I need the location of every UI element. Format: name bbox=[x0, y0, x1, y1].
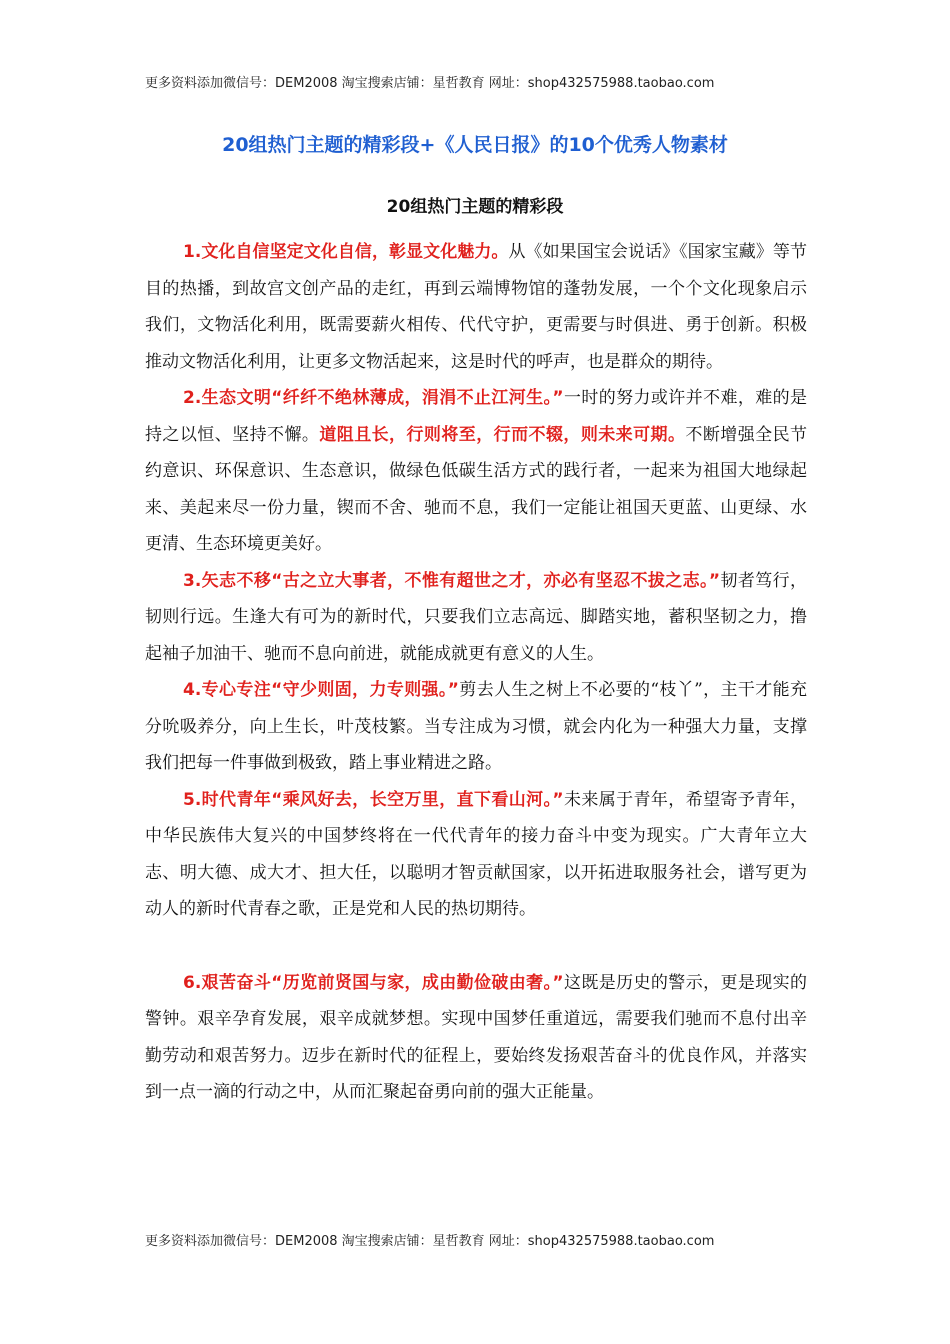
paragraph-text: 韧者笃行，韧则行远。生逢大有可为的新时代，只要我们立志高远、脚踏实地，蓄积坚韧之力，撸起袖子加油干、驰而不息向前进，就能成就更有意义的人生。 bbox=[145, 570, 808, 664]
paragraph-text: 从《如果国宝会说话》《国家宝藏》等节目的热播，到故宫文创产品的走红，再到云端博物馆的蓬勃发展，一个个文化现象启示我们，文物活化利用，既需要薪火相传、代代守护，更需要与时俱进、勇于创新。积极推动文物活化利用，让更多文物活起来，这是时代的呼声，也是群众的期待。 bbox=[145, 242, 807, 372]
paragraph-lead: 3.矢志不移“古之立大事者，不惟有超世之才，亦必有坚忍不拔之志。” bbox=[183, 570, 721, 591]
page-header: 更多资料添加微信号：DEM2008 淘宝搜索店铺：星哲教育 网址：shop432575988.taobao.com bbox=[145, 76, 715, 91]
paragraph-4 bbox=[145, 672, 807, 782]
paragraph-lead: 6.艰苦奋斗“历览前贤国与家，成由勤俭破由奢。” bbox=[183, 972, 564, 993]
paragraph-text-secondary: 不断增强全民节约意识、环保意识、生态意识，做绿色低碳生活方式的践行者，一起来为祖国大地绿起来、美起来尽一份力量，锲而不舍、驰而不息，我们一定能让祖国天更蓝、山更绿、水更清、生态环境更美好。 bbox=[145, 424, 808, 554]
paragraph-lead-secondary: 道阻且长，行则将至，行而不辍，则未来可期。 bbox=[319, 424, 686, 445]
section-heading: 20组热门主题的精彩段 bbox=[386, 197, 564, 217]
paragraph-lead: 2.生态文明“纤纤不绝林薄成，涓涓不止江河生。” bbox=[183, 388, 564, 408]
paragraph-1 bbox=[145, 234, 807, 380]
document-body bbox=[145, 234, 807, 1111]
paragraph-lead: 1.文化自信坚定文化自信，彰显文化魅力。 bbox=[183, 242, 509, 262]
paragraph-2 bbox=[145, 380, 807, 563]
paragraph-text: 未来属于青年，希望寄予青年，中华民族伟大复兴的中国梦终将在一代代青年的接力奋斗中变为现实。广大青年立大志、明大德、成大才、担大任，以聪明才智贡献国家，以开拓进取服务社会，谱写更为动人的新时代青春之歌，正是党和人民的热切期待。 bbox=[145, 789, 807, 919]
document-title: 20组热门主题的精彩段+《人民日报》的10个优秀人物素材 bbox=[222, 134, 728, 156]
paragraph-6 bbox=[145, 965, 807, 1111]
paragraph-text: 一时的努力或许并不难，难的是持之以恒、坚持不懈。 bbox=[145, 388, 807, 445]
page-footer: 更多资料添加微信号：DEM2008 淘宝搜索店铺：星哲教育 网址：shop432575988.taobao.com bbox=[145, 1234, 715, 1249]
paragraph-text: 这既是历史的警示，更是现实的警钟。艰辛孕育发展，艰辛成就梦想。实现中国梦任重道远，需要我们驰而不息付出辛勤劳动和艰苦努力。迈步在新时代的征程上，要始终发扬艰苦奋斗的优良作风，并落实到一点一滴的行动之中，从而汇聚起奋勇向前的强大正能量。 bbox=[145, 972, 807, 1102]
paragraph-3 bbox=[145, 563, 807, 673]
paragraph-text: 剪去人生之树上不必要的“枝丫”，主干才能充分吮吸养分，向上生长，叶茂枝繁。当专注成为习惯，就会内化为一种强大力量，支撑我们把每一件事做到极致，踏上事业精进之路。 bbox=[145, 680, 807, 773]
paragraph-lead: 4.专心专注“守少则固，力专则强。” bbox=[183, 680, 459, 700]
paragraph-lead: 5.时代青年“乘风好去，长空万里，直下看山河。” bbox=[183, 789, 564, 810]
paragraph-5 bbox=[145, 782, 807, 928]
